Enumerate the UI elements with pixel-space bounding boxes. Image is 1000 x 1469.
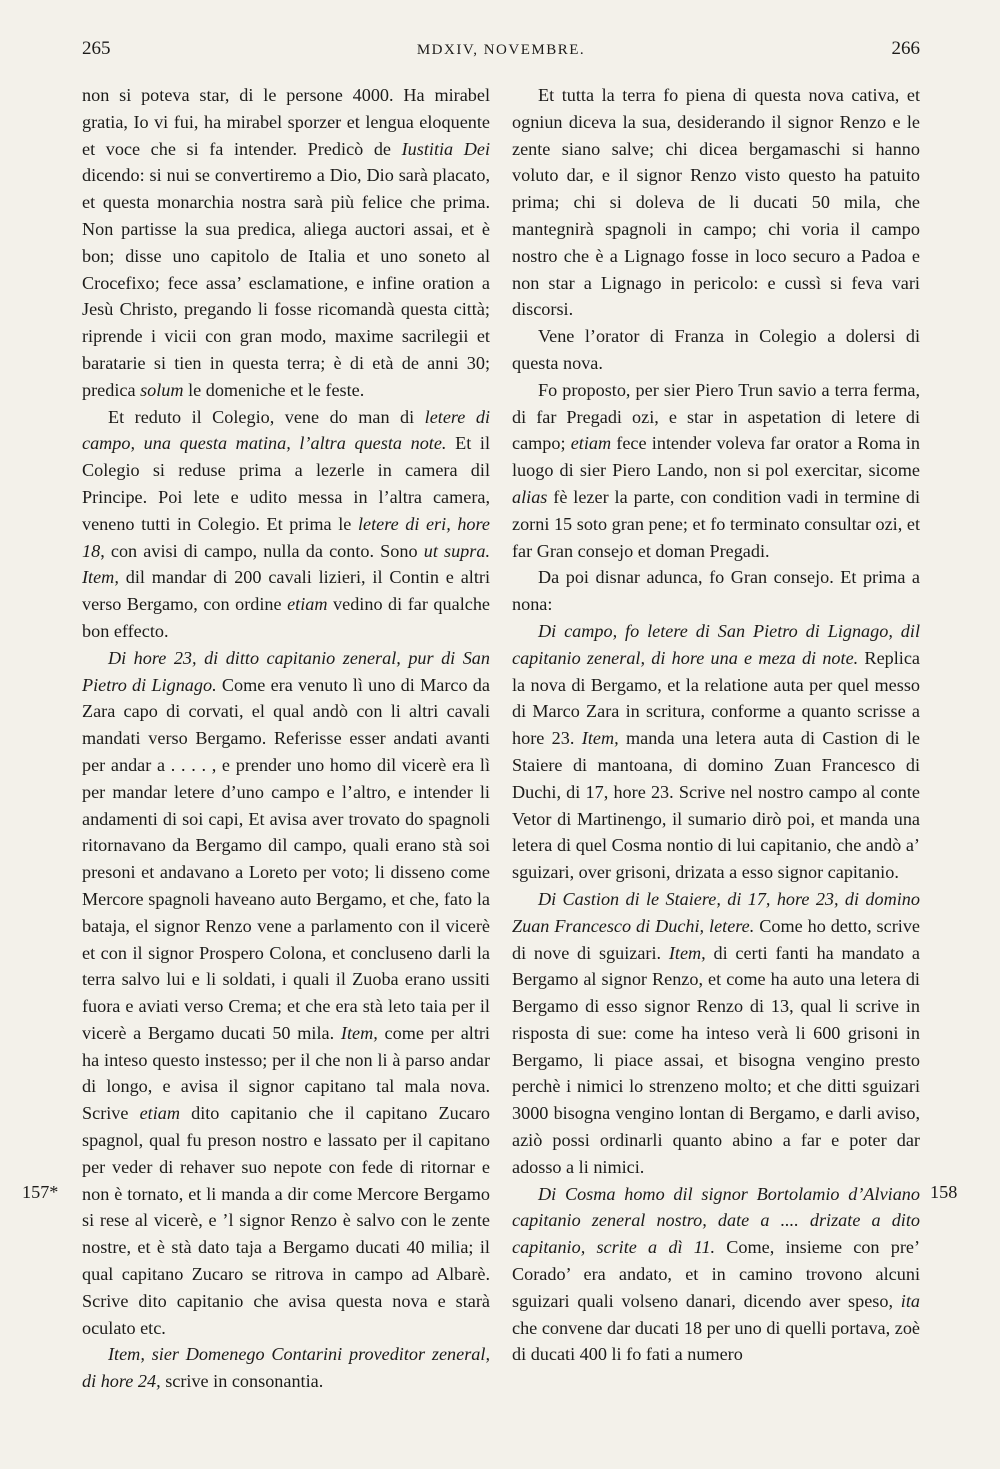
paragraph xyxy=(512,1181,920,1369)
italic-run: etiam xyxy=(139,1103,180,1124)
text-run: vedino di far qualche bon effecto. xyxy=(82,594,490,641)
text-run: dito capitanio che il capitano Zucaro spagnol, qual fu preson nostro e lassato per il capitano per veder di rehaver suo nepote con fede di ritornar e non è tornato, et li manda a dir come Mercore Bergamo si rese al vicerè, e ’l signor Renzo è salvo con le zente nostre, et è stà dato taja a Bergamo ducati 40 milia; il qual capitano Zucaro se ritrova in campo ad Albarè. Scrive dito capitanio che avisa questa nova e starà oculato etc. xyxy=(82,1103,491,1338)
text-run: Come, insieme con pre’ Corado’ era andato, et in camino trovono alcuni sguizari quali volseno danari, dicendo aver speso, xyxy=(512,1237,920,1311)
italic-run: etiam xyxy=(287,594,328,615)
right-column xyxy=(512,82,920,1368)
italic-run: Item, xyxy=(581,728,619,749)
italic-run: etiam xyxy=(570,433,612,454)
paragraph xyxy=(82,1341,490,1395)
text-run: come per altri ha inteso questo instesso; per il che non li à parso andar di longo, e avisa il signor capitano tal mala nova. Scrive xyxy=(82,1022,490,1124)
paragraph xyxy=(82,82,490,404)
text-run: Et reduto il Colegio, vene do man di xyxy=(108,406,425,427)
text-run: manda una letera auta di Castion di le Staiere di mantoana, di domino Zuan Francesco di Duchi, di 17, hore 23. Scrive nel nostro campo al conte Vetor di Martinengo, il sumario dirò poi, et manda una letera di quel Cosma nontio di lui capitanio, che andò a’ sguizari, over grisoni, drizata a esso signor capitanio. xyxy=(512,728,921,883)
text-run: fè lezer la parte, con condition vadi in termine di zorni 15 soto gran pene; et fo terminato consultar ozi, et far Gran consejo et doman Pregadi. xyxy=(512,486,920,561)
page-header xyxy=(82,38,920,78)
italic-run: solum xyxy=(140,379,184,400)
text-run: Replica la nova di Bergamo, et la relatione auta per quel messo di Marco Zara in scritura, conforme a quanto scrisse a hore 23. xyxy=(512,647,920,749)
page-number-left: 265 xyxy=(82,38,111,59)
text-run: Et tutta la terra fo piena di questa nova cativa, et ogniun diceva la sua, desiderando il signor Renzo e le zente siano salve; chi dicea bergamaschi si hanno voluto dar, e il signor Renzo visto questo ha patuito prima; chi si doleva de li ducati 50 mila, che mantegnirà spagnoli in campo; chi voria il campo nostro che è a Lignago fosse in loco securo a Padoa e non star a Lignago in pericolo: e cussì si feva vari discorsi. xyxy=(512,85,920,320)
italic-run: ita xyxy=(900,1290,920,1311)
text-run: Come ho detto, scrive di nove di sguizari. xyxy=(512,915,920,963)
paragraph xyxy=(512,82,920,323)
italic-run: Item, sier Domenego Contarini proveditor zeneral, di hore 24, xyxy=(82,1344,490,1392)
paragraph xyxy=(512,618,920,886)
italic-run: Item, xyxy=(668,942,706,963)
text-run: le domeniche et le feste. xyxy=(183,379,365,400)
text-run: Come era venuto lì uno di Marco da Zara capo di corvati, el qual andò con li altri cavali mandati verso Bergamo. Referisse esser andati avanti per andar a . . . . , e prender uno homo dil vicerè era lì per mandar letere d’uno campo e l’altro, e intender li andamenti di soi capi, Et avisa aver trovato do spagnoli ritornavano da Bergamo dil campo, quali erano stà soi presoni et andavano a Loreto per voto; li disseno come Mercore spagnoli haveano auto Bergamo, et che, fato la bataja, el signor Renzo vene a parlamento con il vicerè et con il signor Prospero Colona, et concluseno darli la terra salvo lui e li soldati, i quali il Zuoba erano ussiti fuora e aviati verso Crema; et che era stà leto taia per il vicerè a Bergamo ducati 50 mila. xyxy=(82,674,490,1043)
italic-run: letere di campo, una questa matina, l’altra questa note. xyxy=(82,406,491,454)
italic-run: Item, xyxy=(340,1022,378,1043)
text-run: scrive in consonantia. xyxy=(160,1371,324,1392)
text-run: , con avisi di campo, nulla da conto. Sono xyxy=(100,540,424,561)
italic-run: Di Cosma homo dil signor Bortolamio d’Alviano capitanio zeneral nostro, date a .... drizate a dito capitanio, scrite a dì 11. xyxy=(512,1183,920,1258)
text-run: dil mandar di 200 cavali lizieri, il Contin e altri verso Bergamo, con ordine xyxy=(82,567,490,615)
text-run: dicendo: si nui se convertiremo a Dio, Dio sarà placato, et questa monarchia nostra sarà più felice che prima. Non partisse la sua predica, aliega auctori assai, et è bon; disse uno capitolo de Italia et uno soneto al Crocefixo; fece assa’ esclamatione, e infine oration a Jesù Christo, pregando li fosse ricomandà questa città; riprende i vicii con gran modo, maxime sacrilegii et baratarie si tien in questa terra; è di età de anni 30; predica xyxy=(82,165,490,400)
running-title: MDXIV, NOVEMBRE. xyxy=(416,42,586,58)
italic-run: alias xyxy=(512,486,548,507)
paragraph xyxy=(512,886,920,1181)
text-run: Fo proposto, per sier Piero Trun savio a terra ferma, di far Pregadi ozi, e star in aspetation di letere di campo; xyxy=(512,379,920,454)
text-run: Vene l’orator di Franza in Colegio a dolersi di questa nova. xyxy=(512,326,920,373)
text-run: Et il Colegio si reduse prima a lezerle in camera dil Principe. Poi lete e udito messa in l’altra camera, veneno tutti in Colegio. Et prima le xyxy=(82,433,490,534)
text-run: Da poi disnar adunca, fo Gran consejo. Et prima a nona: xyxy=(512,567,920,615)
left-column xyxy=(82,82,490,1395)
paragraph xyxy=(512,564,920,618)
paragraph xyxy=(512,323,920,377)
italic-run: Di hore 23, di ditto capitanio zeneral, pur di San Pietro di Lignago. xyxy=(82,647,490,695)
text-run: che convene dar ducati 18 per uno di quelli portava, zoè di ducati 400 li fo fati a numero xyxy=(512,1317,920,1365)
text-run: fece intender voleva far orator a Roma in luogo di sier Piero Lando, non si pol exercitar, sicome xyxy=(512,433,920,481)
paragraph xyxy=(512,377,920,565)
italic-run: ut supra. Item, xyxy=(82,540,490,588)
italic-run: letere di eri, hore 18 xyxy=(82,513,490,561)
margin-note-right: 158 xyxy=(930,1182,958,1202)
text-run: non si poteva star, di le persone 4000. Ha mirabel gratia, Io vi fui, ha mirabel sporzer et lengua eloquente et voce che si fa intender. Predicò de xyxy=(82,85,490,159)
page-number-right: 266 xyxy=(891,38,920,59)
paragraph xyxy=(82,404,490,645)
italic-run: Iustitia Dei xyxy=(401,138,491,159)
italic-run: Di campo, fo letere di San Pietro di Lignago, dil capitanio zeneral, di hore una e meza di note. xyxy=(512,620,920,668)
text-run: di certi fanti ha mandato a Bergamo al signor Renzo, et come ha auto una letera di Bergamo di esso signor Renzo di 13, qual li scrive in risposta di sue: come ha inteso verà li 600 grisoni in Bergamo, li piace assai, et bisogna vengino presto perchè i nimici lo strenzeno molto; et che ditti sguizari 3000 bisogna vengino lontan di Bergamo, e darli aviso, aziò possi ordinarli quanto abino a far e poter dar adosso a li nimici. xyxy=(512,942,920,1177)
italic-run: Di Castion di le Staiere, di 17, hore 23, di domino Zuan Francesco di Duchi, letere. xyxy=(512,888,920,936)
paragraph xyxy=(82,645,490,1342)
margin-note-left: 157* xyxy=(22,1182,59,1202)
